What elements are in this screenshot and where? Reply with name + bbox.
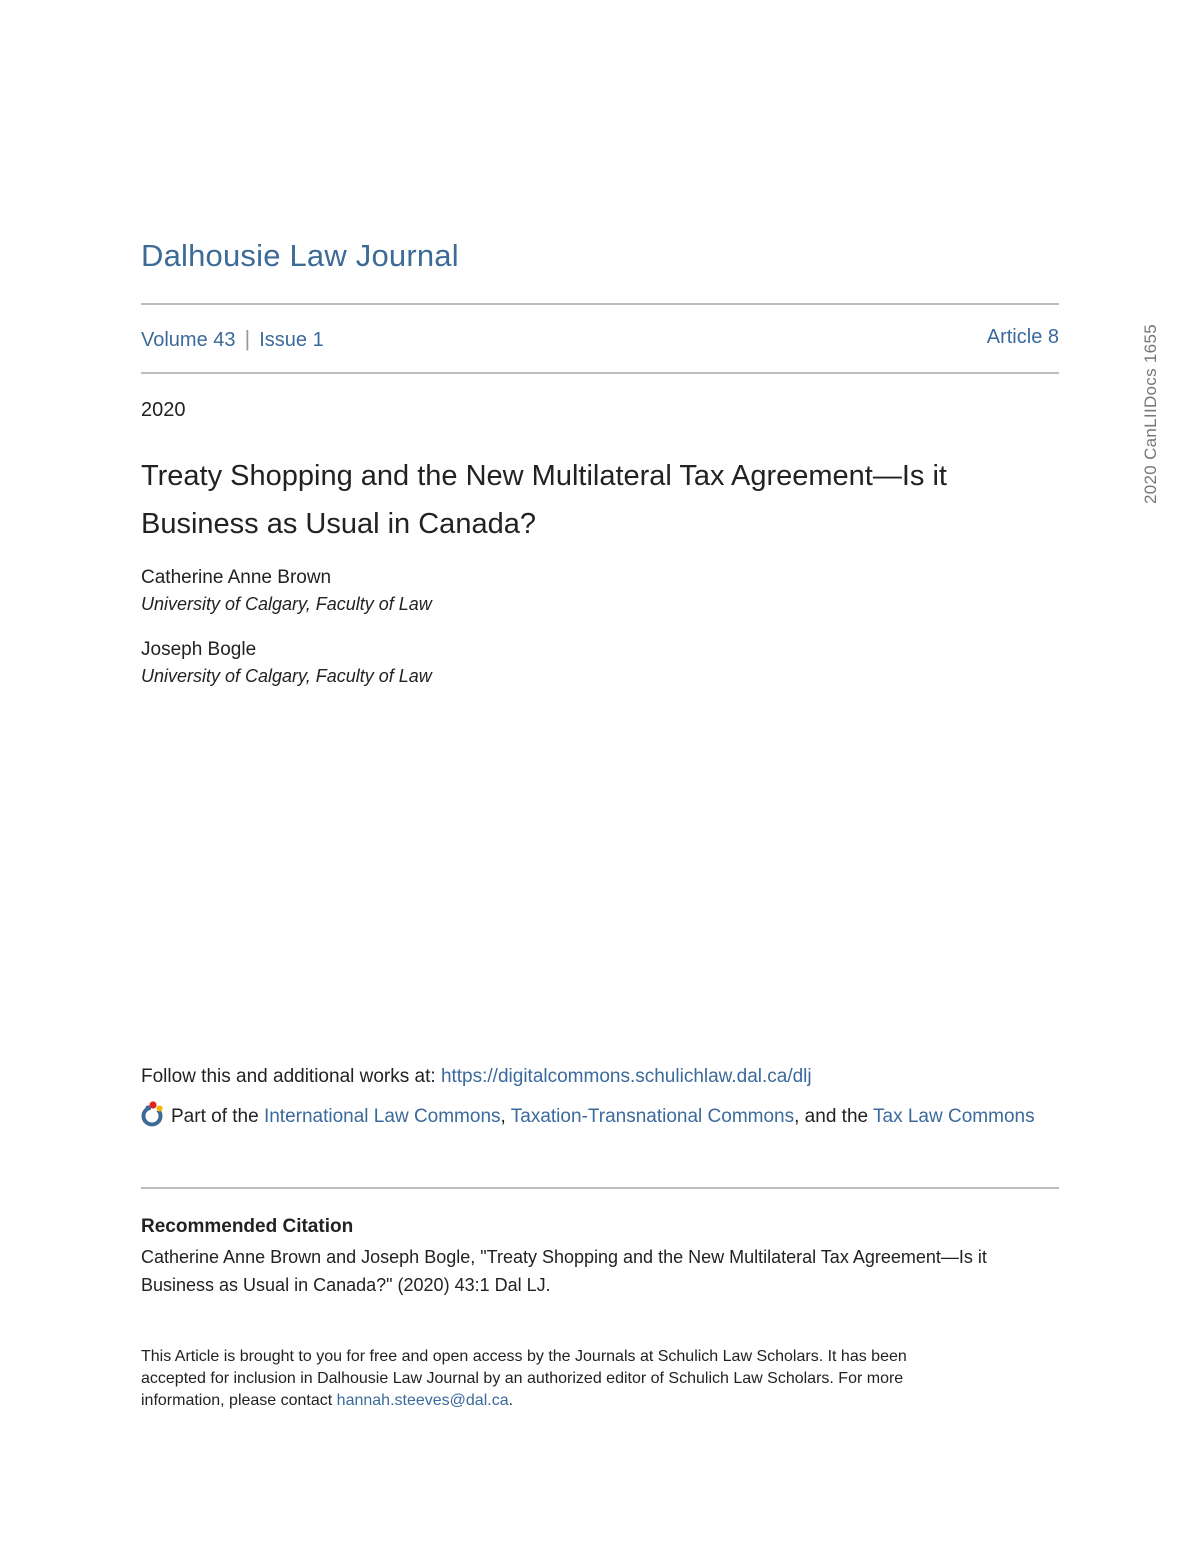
recommended-citation [141,1243,1061,1299]
article-link[interactable]: Article 8 [986,326,1059,348]
part-of-commons [141,1100,1041,1133]
issue-link[interactable]: Issue 1 [259,329,324,351]
contact-email-link[interactable]: hannah.steeves@dal.ca [336,1392,509,1409]
notice-line-3-prefix: information, please contact [141,1392,337,1409]
part-of-prefix: Part of the [171,1106,264,1127]
volume-link[interactable]: Volume 43 [141,329,236,351]
journal-title[interactable]: Dalhousie Law Journal [141,238,459,273]
taxation-transnational-commons-link[interactable]: Taxation-Transnational Commons [510,1106,795,1127]
repository-link[interactable]: https://digitalcommons.schulichlaw.dal.ca/dlj [440,1066,812,1087]
follow-line [141,1066,812,1088]
recommended-citation-heading: Recommended Citation [141,1216,354,1237]
notice-line-1: This Article is brought to you for free and open access by the Journals at Schulich Law Scholars. It has been [141,1348,907,1365]
canlii-watermark: 2020 CanLIIDocs 1655 [1141,324,1160,504]
divider [141,303,1059,305]
article-title-line-1: Treaty Shopping and the New Multilateral Tax Agreement—Is it [141,460,947,492]
notice-line-2: accepted for inclusion in Dalhousie Law Journal by an authorized editor of Schulich Law Scholars. For more [141,1370,904,1387]
citation-line-2: Business as Usual in Canada?" (2020) 43:1 Dal LJ. [141,1275,551,1295]
network-commons-icon [141,1101,165,1127]
author-affiliation: University of Calgary, Faculty of Law [141,594,432,614]
part-of-separator: , [500,1106,511,1127]
author-affiliation: University of Calgary, Faculty of Law [141,666,432,686]
tax-law-commons-link[interactable]: Tax Law Commons [873,1106,1035,1127]
citation-line-1: Catherine Anne Brown and Joseph Bogle, "Treaty Shopping and the New Multilateral Tax Agreement—Is it [141,1247,987,1267]
access-notice [141,1346,1001,1412]
article-title [141,452,1041,548]
international-law-commons-link[interactable]: International Law Commons [263,1106,501,1127]
follow-text: Follow this and additional works at: [141,1066,441,1087]
divider [141,1187,1059,1189]
author-name[interactable]: Joseph Bogle [141,639,257,660]
meta-separator: | [244,326,251,351]
part-of-separator: , and the [794,1106,874,1127]
divider [141,372,1059,374]
issue-meta-row [141,326,1059,352]
notice-line-3-suffix: . [508,1392,514,1409]
publication-year: 2020 [141,399,186,421]
author-name[interactable]: Catherine Anne Brown [141,567,332,588]
article-title-line-2: Business as Usual in Canada? [141,508,536,540]
